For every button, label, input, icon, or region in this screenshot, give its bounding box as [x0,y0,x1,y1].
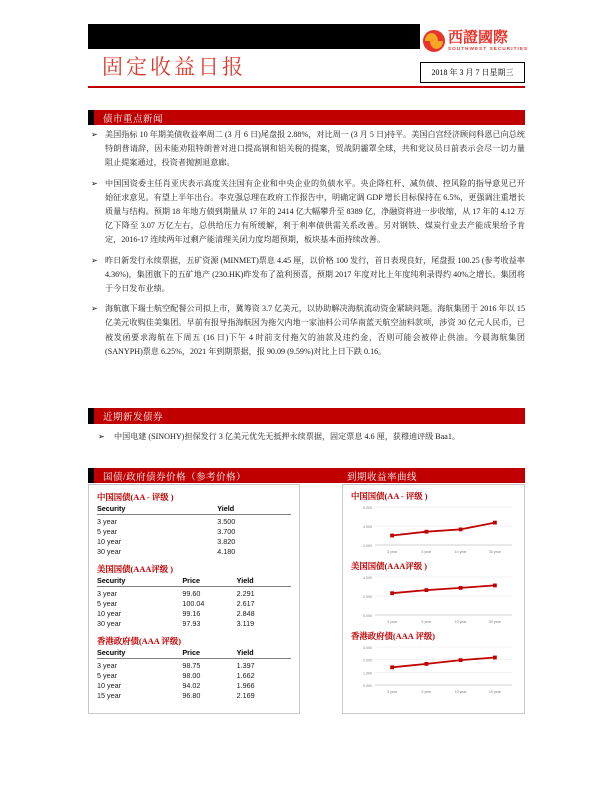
table-header-row [97,576,291,587]
table-row [97,526,291,536]
price-table-title-hkgb: 香港政府债(AAA 评级) [97,637,181,646]
header-black-bar [88,24,420,49]
new-issue-item-text: 中国电建 (SINOHY)担保发行 3 亿美元优先无抵押永续票据，固定票息 4.6 厘，获穆迪评级 Baa1。 [114,432,460,441]
svg-text:10 year: 10 year [454,690,467,694]
table-row [97,659,291,671]
svg-text:2.000: 2.000 [363,658,372,663]
col-yield: Yield [217,504,291,515]
table-header-row [97,648,291,659]
logo-english-name: SOUTHWEST SECURITIES [448,45,529,51]
cell-security: 30 year [97,618,121,628]
document-header [88,24,529,108]
news-item [88,128,525,171]
cell-security: 3 year [97,660,117,670]
new-issue-item [88,430,525,444]
section-header-news [88,110,525,125]
cell-security: 5 year [97,598,117,608]
table-row [97,546,291,556]
header-divider [88,86,525,88]
cell-security: 10 year [97,608,121,618]
table-row [97,587,291,599]
news-item-text: 美国指标 10 年期美债收益率周二 (3 月 6 日)尾盘报 2.88%，对比周一 (3 月 5 日)持平。美国白宫经济顾问科恩已向总统特朗普请辞，因未能劝阻特朗普对进口提高钢和铝关税的提案，贸战阴霾罩全球，共和党议员日前表示会尽一切力量阻止提案通过，投资者抛割退意廊。 [105,130,525,168]
svg-text:15 year: 15 year [488,690,501,694]
svg-text:30 year: 30 year [488,620,501,624]
company-logo [420,24,529,58]
table-row [97,690,291,700]
cell-price: 96.80 [182,690,201,700]
svg-text:5 year: 5 year [421,690,432,694]
bullet-icon: ➢ [91,255,98,265]
col-price: Price [182,576,236,587]
new-issue-list [88,424,525,444]
report-date: 2018 年 3 月 7 日星期三 [431,68,514,77]
cell-security: 5 year [97,670,117,680]
news-item [88,302,525,359]
svg-text:3.000: 3.000 [363,544,372,548]
chart-hkgb [349,642,518,697]
date-box [420,62,525,83]
svg-text:3 year: 3 year [387,690,398,694]
svg-text:1.000: 1.000 [363,671,372,676]
price-tables-panel [88,484,300,714]
col-yield: Yield [237,576,291,587]
table-row [97,670,291,680]
cell-price: 94.02 [182,680,201,690]
cell-yield: 1.662 [236,670,255,680]
cell-yield: 2.169 [236,690,255,700]
svg-text:10 year: 10 year [454,620,467,624]
col-security: Security [97,576,182,587]
page-footer-blank [0,716,612,792]
bullet-icon: ➢ [91,130,98,139]
news-item [88,254,525,297]
col-yield: Yield [237,648,291,659]
svg-text:3 year: 3 year [387,620,398,624]
cell-yield: 2.617 [236,598,255,608]
chart-title-cgb: 中国国债(AA - 评级 ) [351,492,428,501]
cell-yield: 2.291 [236,588,255,598]
table-row [97,515,291,527]
svg-text:3.000: 3.000 [363,646,372,650]
news-list [88,128,525,365]
svg-text:5 year: 5 year [421,550,432,554]
table-row [97,536,291,546]
section-header-new-issue [88,408,525,424]
chart-title-ust: 美国国债(AAA评级 ) [351,562,428,571]
bullet-icon: ➢ [91,178,98,188]
price-table-cgb [97,504,291,556]
cell-yield: 1.966 [236,680,255,690]
section-header-curves-label: 到期收益率曲线 [347,472,418,483]
cell-price: 100.04 [182,598,205,608]
cell-yield: 3.820 [217,536,236,546]
chart-ust [349,572,518,627]
price-table-hkgb [97,648,291,700]
svg-text:10 year: 10 year [454,550,467,554]
news-item-text: 海航旗下瑞士航空配餐公司拟上市，冀筹资 3.7 亿美元，以协助解决海航流动资金紧缺问题。海航集团于 2016 年以 15 亿美元收购佳美集团。早前有报导指海航因为拖欠内地一家油料公司华南蓝天航空油料款项，涉资 30 亿元人民币，已被发函要求海航在下周五 (16 日)下午 4 时前支付拖欠的油款及违约金，否则可能会被停止供油。今晨海航集团 (SANYPH)票息 6.25%，2021 年到期票据，报 90.09 (9.59%)对比上日下跌 0.16。 [105,304,525,356]
svg-text:5.000: 5.000 [363,506,372,510]
cell-yield: 1.397 [236,660,255,670]
bullet-icon: ➢ [91,304,98,314]
price-table-ust [97,576,291,628]
svg-text:3 year: 3 year [387,550,398,554]
cell-security: 3 year [97,588,117,598]
price-table-title-cgb: 中国国债(AA - 评级 ) [97,493,174,502]
chart-title-hkgb: 香港政府债(AAA 评级) [351,632,435,641]
table-header-row [97,504,291,515]
bullet-icon: ➢ [98,432,105,441]
cell-yield: 3.500 [217,516,236,526]
cell-yield: 2.848 [236,608,255,618]
section-header-prices [88,468,338,483]
cell-security: 10 year [97,680,121,690]
chart-cgb [349,502,518,557]
cell-security: 30 year [97,546,121,556]
section-header-curves [338,468,525,483]
table-row [97,680,291,690]
yield-curve-panel [342,484,525,714]
svg-text:5 year: 5 year [421,620,432,624]
logo-chinese-name: 西證國際 [448,29,509,46]
col-security: Security [97,504,217,515]
cell-price: 99.60 [182,588,201,598]
col-price: Price [182,648,236,659]
svg-text:30 year: 30 year [488,550,501,554]
svg-text:4.000: 4.000 [363,576,372,580]
cell-security: 15 year [97,690,121,700]
cell-yield: 3.119 [236,618,255,628]
cell-security: 3 year [97,516,117,526]
news-item-text: 昨日新发行永续票据，五矿资源 (MINMET)票息 4.45 厘，以价格 100 发行，首日表现良好，尾盘报 100.25 (参考收益率 4.36%)，集团旗下的五矿地产 (230.HK)昨发布了盈利预喜，预期 2017 年度对比上年度纯利录得约 40%之增长。集团将于今日发布业绩。 [105,255,525,294]
news-item-text: 中国国资委主任肖亚庆表示高度关注国有企业和中央企业的负债水平。央企降杠杆、减负债、控风险的指导意见已开始征求意见。有望上半年出台。李克强总理在政府工作报告中，明确定调 GDP 增长目标保持在 6.5%，更强调注重增长质量与结构。预期 18 年地方债到期量从 17 年的 2414 亿大幅攀升至 8389 亿，净融资将进一步收缩，从 17 年的 4.12 万亿下降至 3.07 万亿左右，总供给压力有所缓解，利于利率债供需关系改善。另对钢铁、煤炭行业去产能成果给予肯定，2016-17 连续两年过剩产能清理关闭力度均超预期，板块基本面持续改善。 [105,178,525,245]
price-table-title-ust: 美国国债(AAA评级 ) [97,565,174,574]
cell-yield: 4.180 [217,546,236,556]
svg-text:4.000: 4.000 [363,525,372,529]
svg-text:2.000: 2.000 [363,595,372,599]
swirl-logo-icon [423,30,445,52]
cell-price: 97.93 [182,618,201,628]
table-row [97,598,291,608]
section-header-new-issue-label: 近期新发债券 [103,413,164,423]
cell-price: 99.16 [182,608,201,618]
cell-price: 98.00 [182,670,201,680]
table-row [97,618,291,628]
cell-security: 10 year [97,536,121,546]
news-item [88,177,525,248]
section-header-prices-label: 国债/政府债券价格（参考价格） [103,472,247,483]
cell-yield: 3.700 [217,526,236,536]
svg-text:0.000: 0.000 [363,614,372,618]
svg-text:0.000: 0.000 [363,684,372,688]
table-row [97,608,291,618]
section-header-news-label: 债市重点新闻 [103,114,164,125]
cell-security: 5 year [97,526,117,536]
col-security: Security [97,648,182,659]
page-title: 固定收益日报 [102,55,246,79]
cell-price: 98.75 [182,660,201,670]
title-container [88,49,420,83]
